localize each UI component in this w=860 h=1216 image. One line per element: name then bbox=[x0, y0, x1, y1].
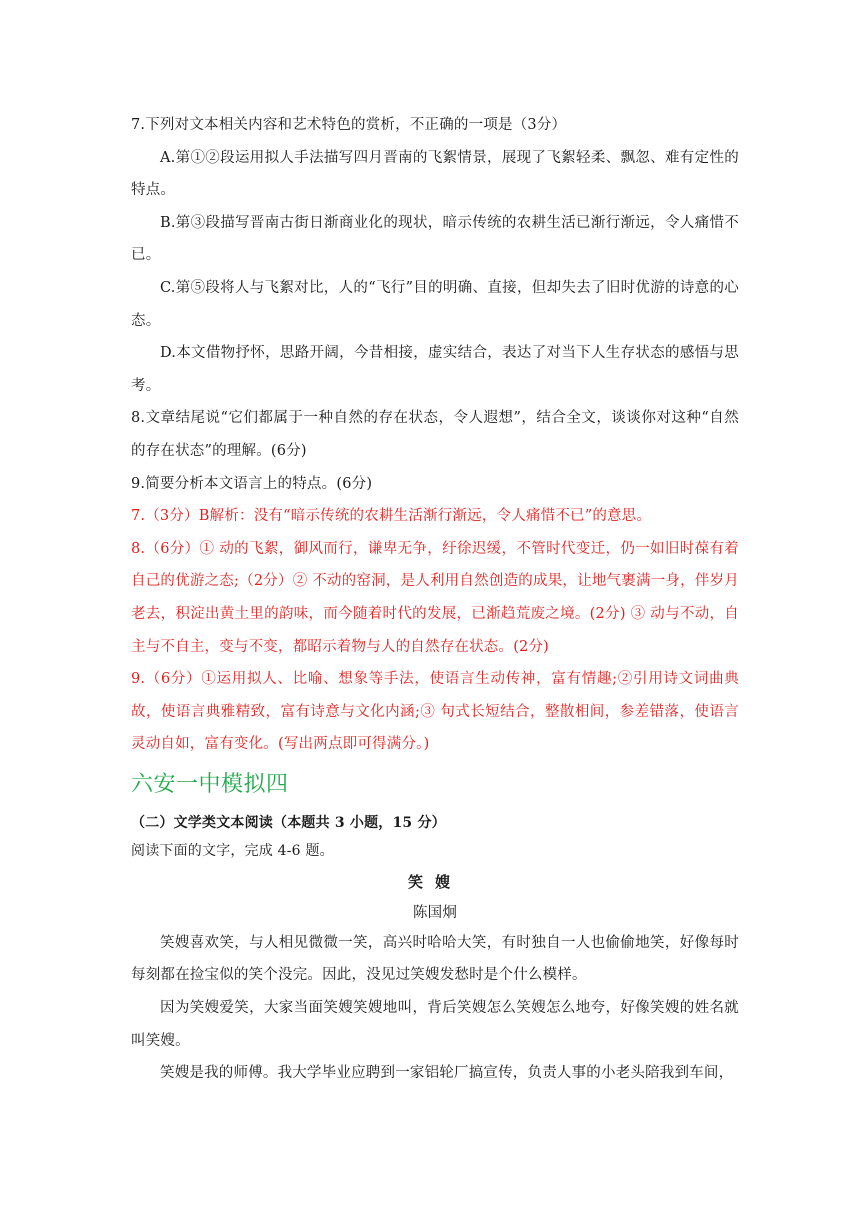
section-title: 六安一中模拟四 bbox=[131, 771, 289, 797]
document-content bbox=[131, 109, 739, 1090]
question-7-option-a: A.第①②段运用拟人手法描写四月晋南的飞絮情景，展现了飞絮轻柔、飘忽、难有定性的特点。 bbox=[131, 149, 739, 199]
article-paragraph: 因为笑嫂爱笑，大家当面笑嫂笑嫂地叫，背后笑嫂怎么笑嫂怎么地夸，好像笑嫂的姓名就叫笑嫂。 bbox=[131, 1000, 739, 1049]
reading-instruction: 阅读下面的文字，完成 4-6 题。 bbox=[131, 842, 334, 859]
article-author: 陈国炯 bbox=[412, 904, 458, 921]
article-title: 笑嫂 bbox=[407, 872, 462, 891]
answer-7: 7.（3分）B解析：没有“暗示传统的农耕生活渐行渐远，令人痛惜不已”的意思。 bbox=[131, 508, 652, 525]
question-7-stem: 7.下列对文本相关内容和艺术特色的赏析，不正确的一项是（3分） bbox=[131, 117, 567, 133]
question-9: 9.简要分析本文语言上的特点。(6分) bbox=[131, 475, 373, 492]
answer-9: 9.（6分）①运用拟人、比喻、想象等手法，使语言生动传神，富有情趣;②引用诗文词曲典故，使语言典雅精致，富有诗意与文化内涵;③ 句式长短结合，整散相间，参差错落，使语言灵动自如，富有变化。(写出两点即可得满分。) bbox=[131, 671, 739, 753]
question-7-option-d: D.本文借物抒怀，思路开阔，今昔相接，虚实结合，表达了对当下人生存状态的感悟与思考。 bbox=[131, 345, 739, 394]
answer-8: 8.（6分）① 动的飞絮，御风而行，谦卑无争，纡徐迟缓，不管时代变迁，仍一如旧时葆有着自己的优游之态;（2分）② 不动的窑洞，是人利用自然创造的成果，让地气裹满一身，伴岁月老去，积淀出黄土里的韵味，而今随着时代的发展，已渐趋荒废之境。(2分) ③ 动与不动，自主与不自主，变与不变，都昭示着物与人的自然存在状态。(2分) bbox=[131, 540, 739, 655]
question-8: 8.文章结尾说“它们都属于一种自然的存在状态，令人遐想”，结合全文，谈谈你对这种“自然的存在状态”的理解。(6分) bbox=[131, 410, 739, 459]
article-paragraph: 笑嫂是我的师傅。我大学毕业应聘到一家铝轮厂搞宣传，负责人事的小老头陪我到车间， bbox=[160, 1065, 734, 1082]
article-paragraph: 笑嫂喜欢笑，与人相见微微一笑，高兴时哈哈大笑，有时独自一人也偷偷地笑，好像每时每刻都在捡宝似的笑个没完。因此，没见过笑嫂发愁时是个什么模样。 bbox=[131, 934, 739, 984]
question-7-option-b: B.第③段描写晋南古街日渐商业化的现状，暗示传统的农耕生活已渐行渐远，令人痛惜不已。 bbox=[131, 214, 739, 264]
question-7-option-c: C.第⑤段将人与飞絮对比，人的“飞行”目的明确、直接，但却失去了旧时优游的诗意的心态。 bbox=[131, 279, 739, 329]
reading-heading: （二）文学类文本阅读（本题共 3 小题，15 分） bbox=[131, 814, 446, 831]
